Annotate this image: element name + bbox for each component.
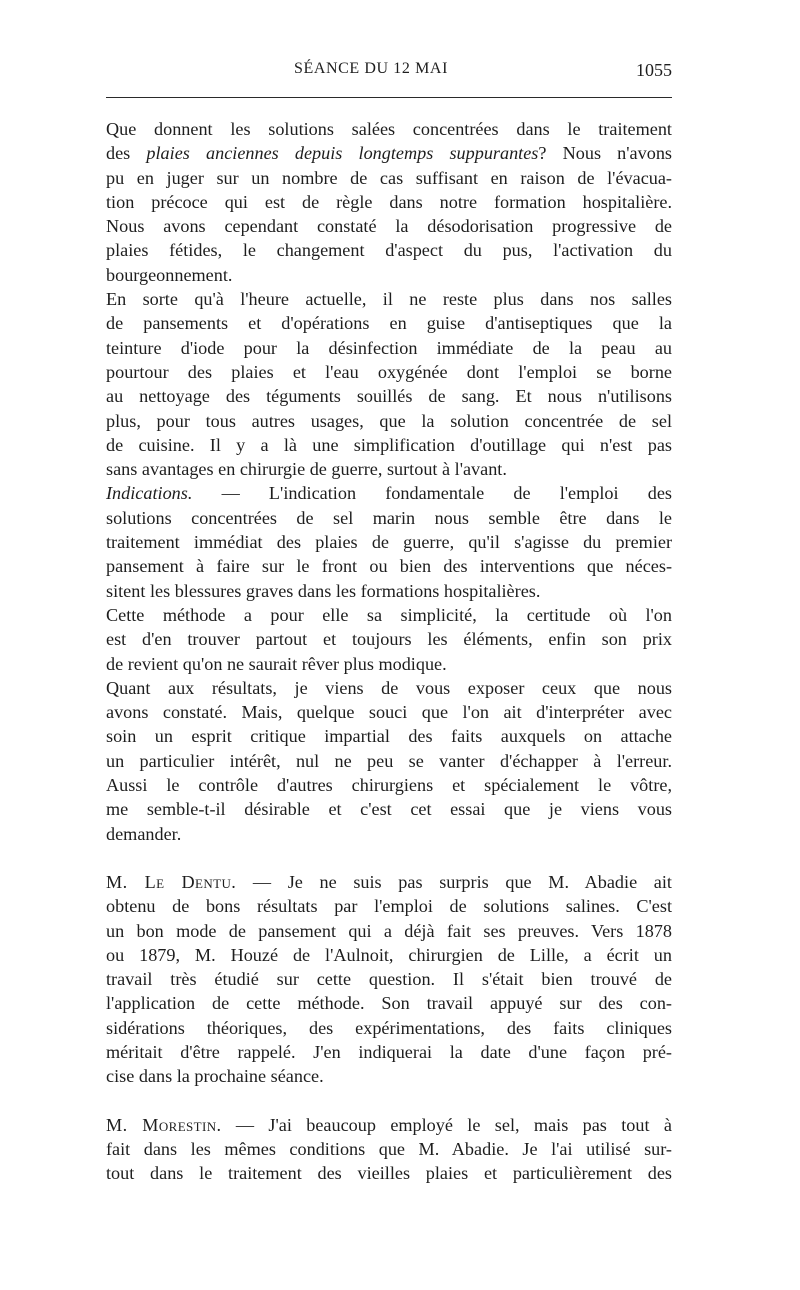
text-line: de revient qu'on ne saurait rêver plus modique. bbox=[106, 653, 447, 674]
text-line: pu en juger sur un nombre de cas suffisant en raison de l'évacua- bbox=[106, 167, 672, 188]
text-line: un bon mode de pansement qui a déjà fait ses preuves. Vers 1878 bbox=[106, 920, 672, 941]
text-line: solutions concentrées de sel marin nous semble être dans le bbox=[106, 507, 672, 528]
paragraph-gap bbox=[106, 846, 672, 870]
text-line: Indications. — L'indication fondamentale de l'emploi des bbox=[106, 483, 672, 504]
text-line: me semble-t-il désirable et c'est cet essai que je viens vous bbox=[106, 799, 672, 820]
text-line: ou 1879, M. Houzé de l'Aulnoit, chirurgien de Lille, a écrit un bbox=[106, 944, 672, 965]
paragraph bbox=[106, 287, 672, 481]
text-line: demander. bbox=[106, 823, 182, 844]
text-line: Que donnent les solutions salées concentrées dans le traitement bbox=[106, 119, 672, 139]
text-line: Nous avons cependant constaté la désodorisation progressive de bbox=[106, 216, 672, 237]
paragraph bbox=[106, 481, 672, 602]
speaker-name: M. Morestin. bbox=[106, 1114, 222, 1135]
text-line: Aussi le contrôle d'autres chirurgiens et spécialement le vôtre, bbox=[106, 775, 672, 796]
paragraph bbox=[106, 870, 672, 1089]
text-line: des plaies anciennes depuis longtemps suppurantes? Nous n'avons bbox=[106, 143, 672, 164]
text-line: tion précoce qui est de règle dans notre formation hospitalière. bbox=[106, 191, 672, 212]
text-line: traitement immédiat des plaies de guerre, qu'il s'agisse du premier bbox=[106, 532, 672, 553]
text-line: sidérations théoriques, des expérimentations, des faits cliniques bbox=[106, 1017, 672, 1038]
text-line: M. Le Dentu. — Je ne suis pas surpris que M. Abadie ait bbox=[106, 871, 672, 892]
paragraph-gap bbox=[106, 1089, 672, 1113]
text-line: est d'en trouver partout et toujours les éléments, enfin son prix bbox=[106, 629, 672, 650]
header-rule bbox=[106, 97, 672, 98]
text-line: travail très étudié sur cette question. Il s'était bien trouvé de bbox=[106, 969, 672, 990]
page-number: 1055 bbox=[636, 60, 672, 80]
text-line: l'application de cette méthode. Son travail appuyé sur des con- bbox=[106, 993, 672, 1014]
text-line: fait dans les mêmes conditions que M. Abadie. Je l'ai utilisé sur- bbox=[106, 1138, 672, 1159]
running-title: SÉANCE DU 12 MAI bbox=[293, 60, 449, 77]
text-line: bourgeonnement. bbox=[106, 264, 233, 285]
paragraph bbox=[106, 117, 672, 287]
text-line: méritait d'être rappelé. J'en indiquerai la date d'une façon pré- bbox=[106, 1041, 672, 1062]
text-line: M. Morestin. — J'ai beaucoup employé le sel, mais pas tout à bbox=[106, 1114, 672, 1135]
text-line: pourtour des plaies et l'eau oxygénée dont l'emploi se borne bbox=[106, 361, 672, 382]
text-line: plus, pour tous autres usages, que la solution concentrée de sel bbox=[106, 410, 672, 431]
text-line: soin un esprit critique impartial des faits auxquels on attache bbox=[106, 726, 672, 747]
text-line: de cuisine. Il y a là une simplification d'outillage qui n'est pas bbox=[106, 434, 672, 455]
text-line: tout dans le traitement des vieilles plaies et particulièrement des bbox=[106, 1163, 672, 1184]
text-line: En sorte qu'à l'heure actuelle, il ne reste plus dans nos salles bbox=[106, 289, 672, 310]
text-line: avons constaté. Mais, quelque souci que l'on ait d'interpréter avec bbox=[106, 702, 672, 723]
text-line: pansement à faire sur le front ou bien des interventions que néces- bbox=[106, 556, 672, 577]
running-header bbox=[106, 60, 672, 84]
text-line: cise dans la prochaine séance. bbox=[106, 1066, 324, 1087]
text-line: sitent les blessures graves dans les formations hospitalières. bbox=[106, 580, 541, 601]
paragraph bbox=[106, 603, 672, 676]
text-line: teinture d'iode pour la désinfection immédiate de la peau au bbox=[106, 337, 672, 358]
paragraph bbox=[106, 1113, 672, 1186]
text-line: plaies fétides, le changement d'aspect du pus, l'activation du bbox=[106, 240, 672, 261]
text-line: un particulier intérêt, nul ne peu se vanter d'échapper à l'erreur. bbox=[106, 750, 672, 771]
text-line: obtenu de bons résultats par l'emploi de solutions salines. C'est bbox=[106, 896, 672, 917]
text-line: Quant aux résultats, je viens de vous exposer ceux que nous bbox=[106, 677, 672, 698]
body-text bbox=[106, 117, 672, 1185]
paragraph bbox=[106, 676, 672, 846]
text-line: sans avantages en chirurgie de guerre, surtout à l'avant. bbox=[106, 459, 507, 480]
speaker-name: M. Le Dentu. bbox=[106, 871, 237, 892]
text-line: Cette méthode a pour elle sa simplicité, la certitude où l'on bbox=[106, 604, 672, 625]
text-line: de pansements et d'opérations en guise d'antiseptiques que la bbox=[106, 313, 672, 334]
text-line: au nettoyage des téguments souillés de sang. Et nous n'utilisons bbox=[106, 386, 672, 407]
